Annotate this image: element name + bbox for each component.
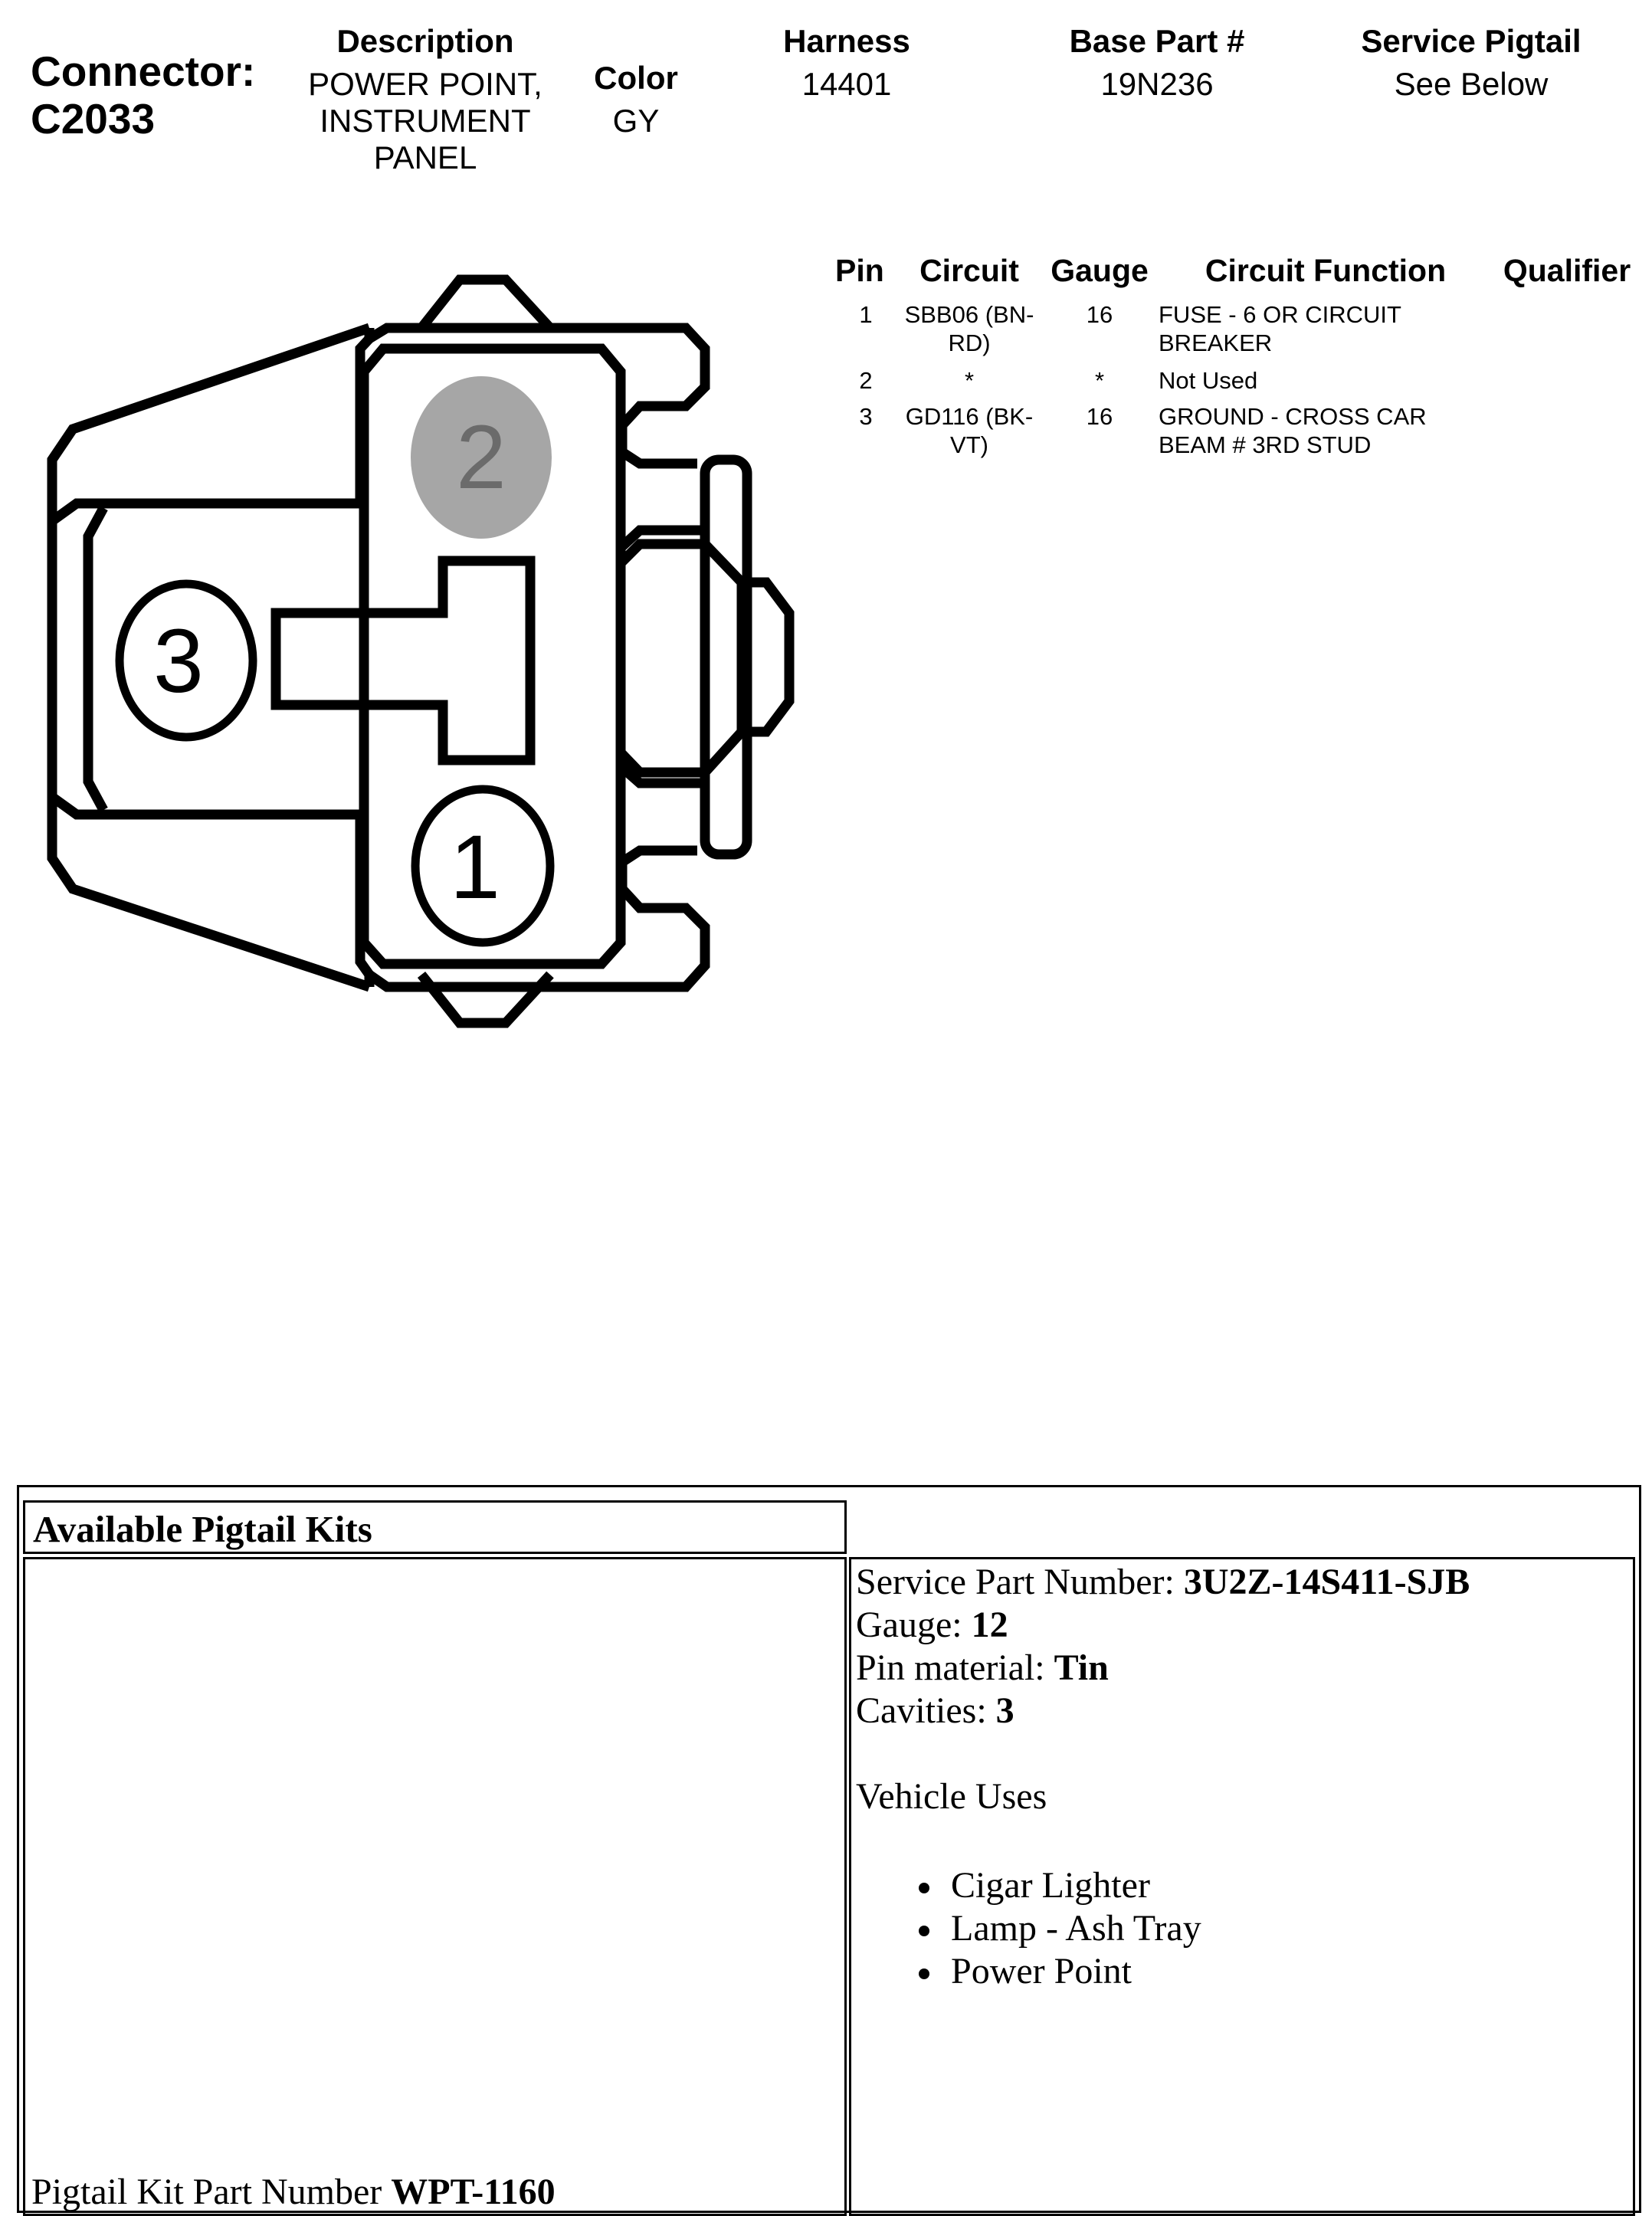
function-line: BEAM # 3RD STUD bbox=[1159, 431, 1372, 458]
harness-column bbox=[743, 23, 950, 103]
harness-value: 14401 bbox=[801, 66, 892, 102]
base-part-value: 19N236 bbox=[1100, 66, 1214, 102]
cavities-value: 3 bbox=[995, 1690, 1014, 1731]
color-value: GY bbox=[612, 103, 660, 139]
pigtail-details-cell bbox=[849, 1557, 1635, 2216]
table-row bbox=[835, 300, 1640, 369]
description-line-2: INSTRUMENT bbox=[320, 103, 531, 139]
service-pigtail-value: See Below bbox=[1394, 66, 1549, 102]
qualifier-header: Qualifier bbox=[1503, 253, 1631, 288]
service-pigtail-column bbox=[1341, 23, 1601, 103]
cavity-1-label: 1 bbox=[450, 817, 500, 918]
vehicle-uses-label: Vehicle Uses bbox=[856, 1776, 1047, 1817]
description-column bbox=[291, 23, 559, 176]
table-row bbox=[835, 366, 1640, 401]
circuit-header: Circuit bbox=[919, 253, 1019, 288]
pigtail-heading: Available Pigtail Kits bbox=[33, 1508, 372, 1550]
function-line: FUSE - 6 OR CIRCUIT bbox=[1159, 301, 1401, 328]
base-part-column bbox=[1042, 23, 1272, 103]
description-line-3: PANEL bbox=[373, 139, 477, 175]
pin-material-label: Pin material: bbox=[856, 1647, 1054, 1688]
list-item: Cigar Lighter bbox=[856, 1864, 1622, 1907]
function-cell bbox=[1159, 300, 1480, 357]
connector-label: Connector: bbox=[31, 48, 256, 95]
pin-number: 2 bbox=[859, 367, 873, 394]
vehicle-uses-list bbox=[856, 1864, 1622, 1993]
gauge-line bbox=[856, 1604, 1622, 1647]
connector-id: C2033 bbox=[31, 95, 156, 143]
circuit-cell bbox=[896, 300, 1042, 357]
gauge-cell: 16 bbox=[1086, 403, 1113, 430]
function-cell: Not Used bbox=[1159, 367, 1258, 394]
gauge-cell: 16 bbox=[1086, 301, 1113, 328]
pin-material-line bbox=[856, 1647, 1622, 1690]
cavity-1 bbox=[415, 789, 550, 942]
circuit-line: GD116 (BK- bbox=[905, 403, 1034, 430]
function-line: GROUND - CROSS CAR bbox=[1159, 403, 1427, 430]
kit-part-label: Pigtail Kit Part Number bbox=[31, 2172, 392, 2212]
gauge-value: 12 bbox=[971, 1605, 1008, 1645]
service-pigtail-label: Service Pigtail bbox=[1361, 23, 1582, 59]
cavity-2 bbox=[411, 376, 552, 539]
circuit-function-header: Circuit Function bbox=[1205, 253, 1447, 288]
list-item: Power Point bbox=[856, 1950, 1622, 1993]
cavity-3 bbox=[120, 584, 253, 737]
description-line-1: POWER POINT, bbox=[308, 66, 542, 102]
harness-label: Harness bbox=[783, 23, 910, 59]
circuit-line: VT) bbox=[950, 431, 988, 458]
cavities-line bbox=[856, 1690, 1622, 1732]
pin-header: Pin bbox=[835, 253, 884, 288]
pigtail-details bbox=[856, 1561, 1622, 1993]
circuit-cell bbox=[896, 402, 1042, 459]
circuit-cell: * bbox=[964, 367, 975, 394]
list-item: Lamp - Ash Tray bbox=[856, 1907, 1622, 1950]
cavity-3-label: 3 bbox=[153, 611, 204, 712]
cavity-2-label: 2 bbox=[456, 407, 506, 508]
pigtail-kit-part bbox=[31, 2171, 556, 2214]
pigtail-heading-cell bbox=[23, 1500, 847, 1554]
gauge-label: Gauge: bbox=[856, 1605, 972, 1645]
pin-material-value: Tin bbox=[1054, 1647, 1109, 1688]
circuit-line: RD) bbox=[948, 329, 991, 356]
base-part-label: Base Part # bbox=[1069, 23, 1245, 59]
service-part-label: Service Part Number: bbox=[856, 1562, 1184, 1602]
color-label: Color bbox=[594, 60, 678, 96]
table-row bbox=[835, 402, 1640, 471]
gauge-cell: * bbox=[1094, 367, 1105, 394]
function-line: BREAKER bbox=[1159, 329, 1273, 356]
function-cell bbox=[1159, 402, 1480, 459]
circuit-line: SBB06 (BN- bbox=[904, 301, 1034, 328]
pigtail-image-cell bbox=[23, 1557, 847, 2216]
service-part-number bbox=[856, 1561, 1622, 1604]
gauge-header: Gauge bbox=[1051, 253, 1149, 288]
service-part-value: 3U2Z-14S411-SJB bbox=[1183, 1562, 1470, 1602]
kit-part-value: WPT-1160 bbox=[391, 2172, 556, 2212]
pin-number: 3 bbox=[859, 403, 873, 430]
cavities-label: Cavities: bbox=[856, 1690, 996, 1731]
connector-face-diagram bbox=[0, 253, 828, 1065]
pin-number: 1 bbox=[859, 301, 873, 328]
connector-title bbox=[31, 48, 255, 143]
description-label: Description bbox=[336, 23, 514, 59]
color-column bbox=[567, 60, 705, 139]
